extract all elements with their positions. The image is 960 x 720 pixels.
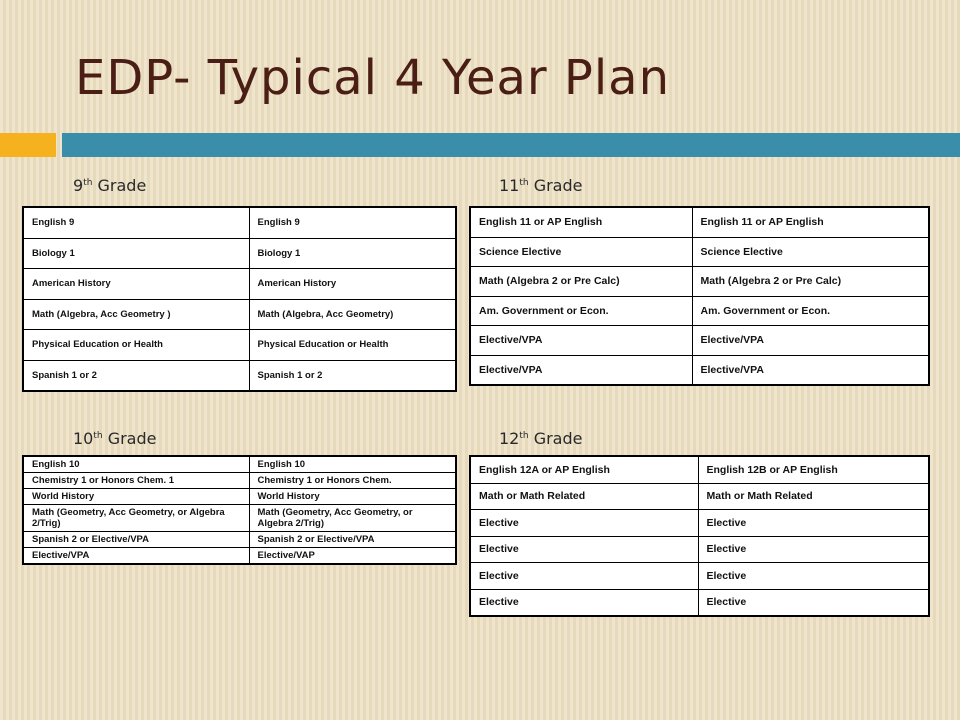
grade-word: Grade — [533, 429, 583, 448]
semester-2-course: Elective/VAP — [249, 548, 456, 565]
grade-suffix: th — [519, 178, 529, 188]
grade-word: Grade — [107, 429, 157, 448]
semester-1-course: Physical Education or Health — [23, 330, 249, 361]
grade-11-heading — [499, 176, 582, 195]
semester-1-course: Science Elective — [470, 237, 692, 267]
semester-2-course: Spanish 2 or Elective/VPA — [249, 532, 456, 548]
semester-2-course: Biology 1 — [249, 238, 456, 269]
semester-1-course: Elective — [470, 563, 698, 590]
semester-2-course: Spanish 1 or 2 — [249, 360, 456, 391]
semester-1-course: Elective — [470, 510, 698, 537]
semester-2-course: English 11 or AP English — [692, 207, 929, 237]
semester-2-course: Elective/VPA — [692, 355, 929, 385]
semester-2-course: Am. Government or Econ. — [692, 296, 929, 326]
semester-1-course: Math (Algebra, Acc Geometry ) — [23, 299, 249, 330]
semester-1-course: English 12A or AP English — [470, 456, 698, 483]
semester-2-course: Math (Geometry, Acc Geometry, or Algebra 2/Trig) — [249, 505, 456, 532]
semester-1-course: Math (Algebra 2 or Pre Calc) — [470, 267, 692, 297]
semester-1-course: English 10 — [23, 456, 249, 473]
semester-1-course: Elective/VPA — [470, 326, 692, 356]
semester-2-course: Elective — [698, 536, 929, 563]
semester-2-course: Elective — [698, 563, 929, 590]
grade-11-table — [469, 206, 930, 386]
semester-1-course: American History — [23, 269, 249, 300]
semester-1-course: Elective/VPA — [23, 548, 249, 565]
semester-2-course: Science Elective — [692, 237, 929, 267]
table-row — [470, 456, 929, 483]
semester-1-course: English 9 — [23, 207, 249, 238]
table-row — [470, 237, 929, 267]
semester-1-course: Math or Math Related — [470, 483, 698, 510]
grade-number: 10 — [73, 429, 94, 448]
semester-2-course: English 12B or AP English — [698, 456, 929, 483]
table-row — [470, 510, 929, 537]
grade-number: 11 — [499, 176, 520, 195]
semester-2-course: Chemistry 1 or Honors Chem. — [249, 473, 456, 489]
table-row — [470, 483, 929, 510]
table-row — [470, 355, 929, 385]
table-row — [23, 299, 456, 330]
grade-10-table — [22, 455, 457, 565]
table-row — [23, 360, 456, 391]
semester-1-course: English 11 or AP English — [470, 207, 692, 237]
table-row — [23, 489, 456, 505]
table-row — [470, 536, 929, 563]
semester-2-course: Elective — [698, 510, 929, 537]
semester-1-course: World History — [23, 489, 249, 505]
slide-title: EDP- Typical 4 Year Plan — [75, 50, 671, 106]
table-row — [23, 548, 456, 565]
semester-1-course: Elective/VPA — [470, 355, 692, 385]
grade-suffix: th — [93, 431, 103, 441]
table-row — [23, 238, 456, 269]
semester-1-course: Spanish 1 or 2 — [23, 360, 249, 391]
grade-10-heading — [73, 429, 156, 448]
semester-1-course: Elective — [470, 536, 698, 563]
grade-suffix: th — [83, 178, 93, 188]
semester-2-course: English 10 — [249, 456, 456, 473]
table-row — [23, 269, 456, 300]
table-row — [470, 207, 929, 237]
table-row — [23, 330, 456, 361]
table-row — [23, 532, 456, 548]
semester-2-course: English 9 — [249, 207, 456, 238]
grade-9-table — [22, 206, 457, 392]
grade-number: 12 — [499, 429, 520, 448]
table-row — [23, 207, 456, 238]
semester-2-course: Math (Algebra, Acc Geometry) — [249, 299, 456, 330]
grade-suffix: th — [519, 431, 529, 441]
semester-2-course: Elective — [698, 589, 929, 616]
table-row — [470, 563, 929, 590]
semester-1-course: Spanish 2 or Elective/VPA — [23, 532, 249, 548]
grade-word: Grade — [97, 176, 147, 195]
accent-bar-blue — [62, 133, 960, 157]
grade-number: 9 — [73, 176, 84, 195]
grade-12-heading — [499, 429, 582, 448]
semester-1-course: Chemistry 1 or Honors Chem. 1 — [23, 473, 249, 489]
grade-word: Grade — [533, 176, 583, 195]
table-row — [23, 456, 456, 473]
table-row — [470, 267, 929, 297]
semester-1-course: Am. Government or Econ. — [470, 296, 692, 326]
semester-1-course: Elective — [470, 589, 698, 616]
table-row — [23, 505, 456, 532]
accent-bar-orange — [0, 133, 56, 157]
semester-2-course: Physical Education or Health — [249, 330, 456, 361]
table-row — [470, 326, 929, 356]
semester-2-course: Elective/VPA — [692, 326, 929, 356]
semester-2-course: Math (Algebra 2 or Pre Calc) — [692, 267, 929, 297]
semester-2-course: American History — [249, 269, 456, 300]
semester-1-course: Biology 1 — [23, 238, 249, 269]
table-row — [23, 473, 456, 489]
semester-2-course: World History — [249, 489, 456, 505]
semester-2-course: Math or Math Related — [698, 483, 929, 510]
table-row — [470, 589, 929, 616]
semester-1-course: Math (Geometry, Acc Geometry, or Algebra 2/Trig) — [23, 505, 249, 532]
grade-9-heading — [73, 176, 146, 195]
table-row — [470, 296, 929, 326]
grade-12-table — [469, 455, 930, 617]
